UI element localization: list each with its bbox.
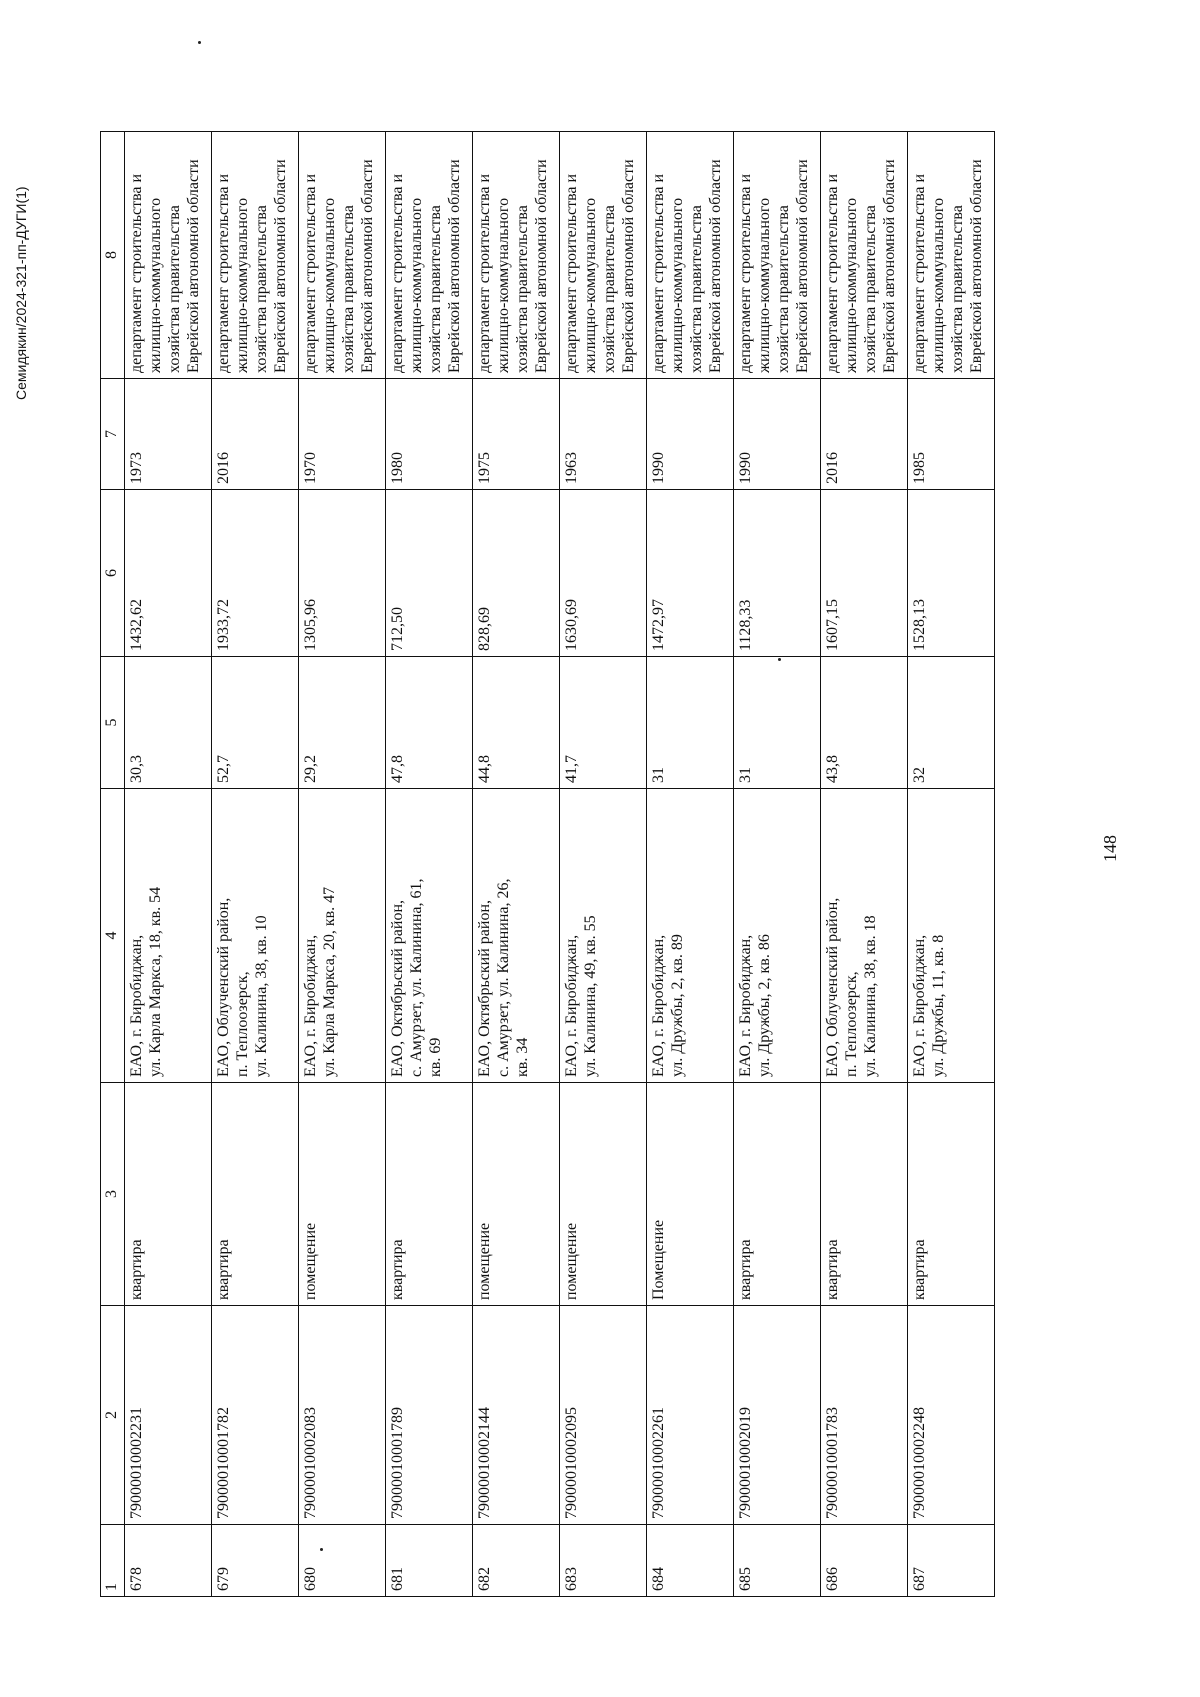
cell-year-built: 1985: [908, 379, 995, 490]
cell-cadastral-number: 79000010001783: [821, 1306, 908, 1525]
cell-area: 41,7: [560, 657, 647, 789]
registry-body: [125, 132, 995, 1597]
cell-address: ЕАО, г. Биробиджан, ул. Карла Маркса, 18, кв. 54: [125, 789, 212, 1083]
cell-owner: департамент строительства и жилищно-коммунального хозяйства правительства Еврейской автономной области: [560, 132, 647, 379]
scan-speck: [198, 41, 201, 44]
cell-address: ЕАО, г. Биробиджан, ул. Дружбы, 11, кв. 8: [908, 789, 995, 1083]
cell-row-number: 686: [821, 1525, 908, 1597]
cell-cadastral-value: 1432,62: [125, 490, 212, 657]
cell-owner: департамент строительства и жилищно-коммунального хозяйства правительства Еврейской автономной области: [908, 132, 995, 379]
table-row: [299, 132, 386, 1597]
cell-owner: департамент строительства и жилищно-коммунального хозяйства правительства Еврейской автономной области: [212, 132, 299, 379]
cell-row-number: 683: [560, 1525, 647, 1597]
cell-row-number: 678: [125, 1525, 212, 1597]
property-registry-table: [100, 131, 995, 1597]
cell-year-built: 1963: [560, 379, 647, 490]
cell-owner: департамент строительства и жилищно-коммунального хозяйства правительства Еврейской автономной области: [647, 132, 734, 379]
cell-year-built: 2016: [821, 379, 908, 490]
column-header-7: 7: [101, 379, 125, 490]
scan-speck: [320, 1548, 323, 1551]
cell-cadastral-value: 1933,72: [212, 490, 299, 657]
cell-cadastral-value: 1305,96: [299, 490, 386, 657]
cell-cadastral-number: 79000010002261: [647, 1306, 734, 1525]
column-header-2: 2: [101, 1306, 125, 1525]
table-row: [386, 132, 473, 1597]
cell-owner: департамент строительства и жилищно-коммунального хозяйства правительства Еврейской автономной области: [386, 132, 473, 379]
cell-year-built: 1973: [125, 379, 212, 490]
table-row: [908, 132, 995, 1597]
cell-cadastral-number: 79000010001782: [212, 1306, 299, 1525]
table-row: [734, 132, 821, 1597]
cell-row-number: 682: [473, 1525, 560, 1597]
cell-row-number: 684: [647, 1525, 734, 1597]
table-row: [821, 132, 908, 1597]
cell-area: 47,8: [386, 657, 473, 789]
cell-object-type: квартира: [386, 1083, 473, 1306]
cell-cadastral-number: 79000010002248: [908, 1306, 995, 1525]
cell-area: 32: [908, 657, 995, 789]
cell-area: 31: [647, 657, 734, 789]
cell-cadastral-value: 1528,13: [908, 490, 995, 657]
cell-address: ЕАО, г. Биробиджан, ул. Карла Маркса, 20, кв. 47: [299, 789, 386, 1083]
cell-address: ЕАО, Облученский район, п. Теплоозерск, ул. Калинина, 38, кв. 10: [212, 789, 299, 1083]
cell-cadastral-value: 1472,97: [647, 490, 734, 657]
column-number-row: [101, 132, 125, 1597]
cell-cadastral-value: 712,50: [386, 490, 473, 657]
cell-owner: департамент строительства и жилищно-коммунального хозяйства правительства Еврейской автономной области: [734, 132, 821, 379]
cell-object-type: помещение: [299, 1083, 386, 1306]
cell-row-number: 680: [299, 1525, 386, 1597]
cell-address: ЕАО, г. Биробиджан, ул. Калинина, 49, кв. 55: [560, 789, 647, 1083]
table-row: [560, 132, 647, 1597]
cell-object-type: квартира: [125, 1083, 212, 1306]
cell-cadastral-number: 79000010002095: [560, 1306, 647, 1525]
table-row: [125, 132, 212, 1597]
cell-object-type: квартира: [821, 1083, 908, 1306]
cell-cadastral-value: 1630,69: [560, 490, 647, 657]
cell-object-type: Помещение: [647, 1083, 734, 1306]
cell-cadastral-number: 79000010002083: [299, 1306, 386, 1525]
cell-owner: департамент строительства и жилищно-коммунального хозяйства правительства Еврейской автономной области: [125, 132, 212, 379]
cell-cadastral-value: 1607,15: [821, 490, 908, 657]
cell-area: 29,2: [299, 657, 386, 789]
cell-area: 44,8: [473, 657, 560, 789]
cell-address: ЕАО, Октябрьский район, с. Амурзет, ул. Калинина, 61, кв. 69: [386, 789, 473, 1083]
column-header-6: 6: [101, 490, 125, 657]
cell-owner: департамент строительства и жилищно-коммунального хозяйства правительства Еврейской автономной области: [821, 132, 908, 379]
cell-address: ЕАО, Октябрьский район, с. Амурзет, ул. Калинина, 26, кв. 34: [473, 789, 560, 1083]
document-footer-code: Семидякин/2024-321-пп-ДУГИ(1): [13, 186, 29, 400]
column-header-5: 5: [101, 657, 125, 789]
cell-object-type: квартира: [734, 1083, 821, 1306]
cell-area: 52,7: [212, 657, 299, 789]
cell-object-type: помещение: [473, 1083, 560, 1306]
cell-year-built: 1990: [734, 379, 821, 490]
column-header-1: 1: [101, 1525, 125, 1597]
cell-row-number: 687: [908, 1525, 995, 1597]
table-row: [647, 132, 734, 1597]
cell-object-type: квартира: [908, 1083, 995, 1306]
cell-cadastral-value: 1128,33: [734, 490, 821, 657]
cell-object-type: квартира: [212, 1083, 299, 1306]
cell-area: 43,8: [821, 657, 908, 789]
cell-cadastral-number: 79000010002019: [734, 1306, 821, 1525]
column-header-8: 8: [101, 132, 125, 379]
cell-year-built: 1970: [299, 379, 386, 490]
cell-row-number: 681: [386, 1525, 473, 1597]
cell-cadastral-number: 79000010002231: [125, 1306, 212, 1525]
cell-area: 31: [734, 657, 821, 789]
cell-cadastral-number: 79000010002144: [473, 1306, 560, 1525]
cell-year-built: 1990: [647, 379, 734, 490]
cell-address: ЕАО, г. Биробиджан, ул. Дружбы, 2, кв. 86: [734, 789, 821, 1083]
cell-object-type: помещение: [560, 1083, 647, 1306]
cell-cadastral-value: 828,69: [473, 490, 560, 657]
table-row: [473, 132, 560, 1597]
cell-owner: департамент строительства и жилищно-коммунального хозяйства правительства Еврейской автономной области: [473, 132, 560, 379]
cell-cadastral-number: 79000010001789: [386, 1306, 473, 1525]
cell-year-built: 1980: [386, 379, 473, 490]
cell-year-built: 2016: [212, 379, 299, 490]
cell-row-number: 679: [212, 1525, 299, 1597]
cell-row-number: 685: [734, 1525, 821, 1597]
column-header-3: 3: [101, 1083, 125, 1306]
page-number: 148: [1100, 835, 1120, 862]
column-header-4: 4: [101, 789, 125, 1083]
table-row: [212, 132, 299, 1597]
cell-address: ЕАО, Облученский район, п. Теплоозерск, ул. Калинина, 38, кв. 18: [821, 789, 908, 1083]
cell-area: 30,3: [125, 657, 212, 789]
cell-owner: департамент строительства и жилищно-коммунального хозяйства правительства Еврейской автономной области: [299, 132, 386, 379]
scan-speck: [778, 658, 781, 661]
cell-year-built: 1975: [473, 379, 560, 490]
cell-address: ЕАО, г. Биробиджан, ул. Дружбы, 2, кв. 89: [647, 789, 734, 1083]
